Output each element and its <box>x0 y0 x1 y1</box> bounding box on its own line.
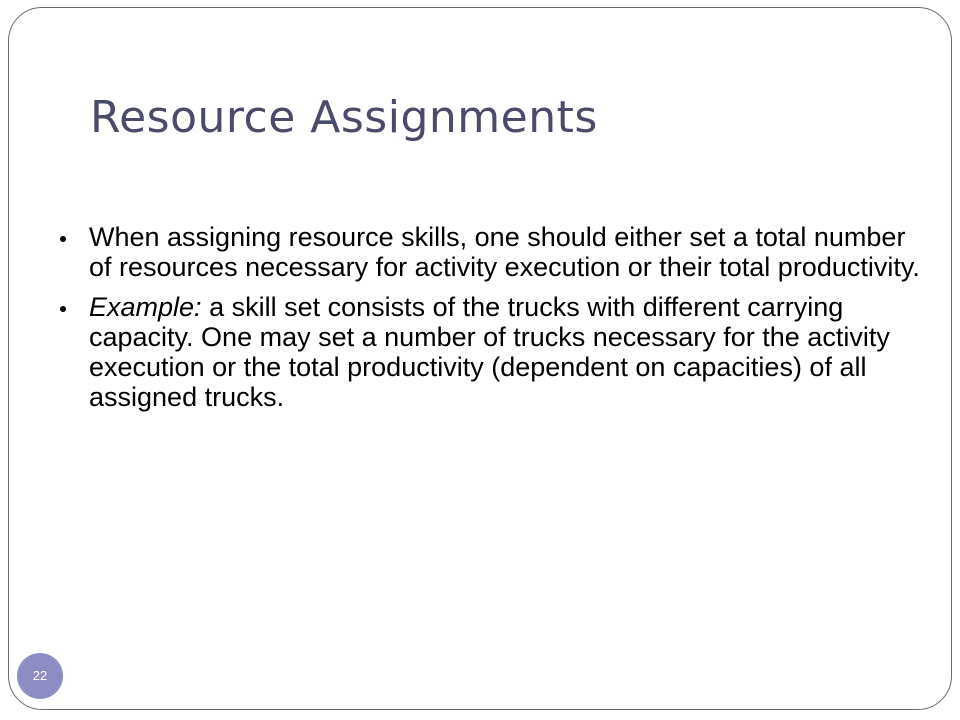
bullet-dot-icon <box>60 306 66 312</box>
bullet-text-1: When assigning resource skills, one should either set a total number of resources necessary for activity execution or their total productivity. <box>89 222 920 282</box>
bullet-item-2 <box>60 292 930 412</box>
page-number-badge: 22 <box>17 653 63 699</box>
bullet-list <box>60 222 930 422</box>
slide-title: Resource Assignments <box>90 92 598 143</box>
bullet-text-2: a skill set consists of the trucks with different carrying capacity. One may set a number of trucks necessary for the activity execution or the total productivity (dependent on capacities) of all assigned trucks. <box>89 292 890 412</box>
bullet-dot-icon <box>60 236 66 242</box>
bullet-emphasis-2: Example: <box>89 292 202 322</box>
bullet-item-1 <box>60 222 930 282</box>
